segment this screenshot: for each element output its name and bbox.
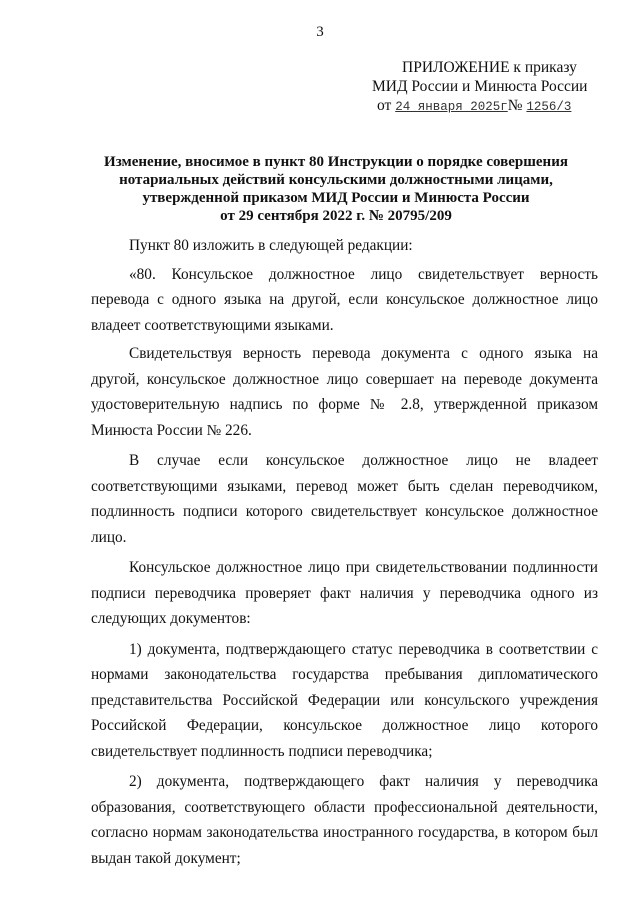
paragraph-translator: В случае если консульское должностное лицо не владеет соответствующими языками, перевод может быть сделан переводчиком, подлинность подписи которого свидетельствует консульское должностное лицо. xyxy=(91,452,598,546)
document-body xyxy=(91,233,598,874)
appendix-line-1: ПРИЛОЖЕНИЕ к приказу xyxy=(402,59,577,76)
paragraph-verification: Консульское должностное лицо при свидетельствовании подлинности подписи переводчика проверяет факт наличия у переводчика одного из следующих документов: xyxy=(91,559,598,627)
title-line-4: от 29 сентября 2022 г. № 20795/209 xyxy=(220,208,452,224)
from-label: от xyxy=(377,97,392,114)
page-number: 3 xyxy=(316,24,324,40)
title-line-1: Изменение, вносимое в пункт 80 Инструкции о порядке совершения xyxy=(104,154,568,170)
appendix-line-2: МИД России и Минюста России xyxy=(372,78,588,95)
title-line-2: нотариальных действий консульскими должностными лицами, xyxy=(119,172,553,188)
appendix-order-details xyxy=(372,96,612,117)
order-number: 1256/3 xyxy=(526,100,572,114)
title-line-3: утвержденной приказом МИД России и Минюста России xyxy=(142,190,530,206)
list-item-2: 2) документа, подтверждающего факт наличия у переводчика образования, соответствующего области профессиональной деятельности, согласно нормам законодательства иностранного государства, в котором был выдан такой документ; xyxy=(91,773,598,867)
paragraph-80: «80. Консульское должностное лицо свидетельствует верность перевода с одного языка на другой, если консульское должностное лицо владеет соответствующими языками. xyxy=(91,265,598,334)
order-date: 24 января 2025г xyxy=(395,100,508,114)
list-item-1: 1) документа, подтверждающего статус переводчика в соответствии с нормами законодательства государства пребывания дипломатического представительства Российской Федерации или консульского учреждения Российской Федерации, консульское должностное лицо которого свидетельствует подлинность подписи переводчика; xyxy=(91,640,598,760)
paragraph-certification: Свидетельствуя верность перевода документа с одного языка на другой, консульское должностное лицо совершает на переводе документа удостоверительную надпись по форме № 2.8, утвержденной приказом Минюста России № 226. xyxy=(91,345,598,439)
number-label: № xyxy=(507,97,523,114)
appendix-header xyxy=(372,58,612,117)
paragraph-intro: Пункт 80 изложить в следующей редакции: xyxy=(129,237,413,254)
document-title xyxy=(80,153,592,225)
